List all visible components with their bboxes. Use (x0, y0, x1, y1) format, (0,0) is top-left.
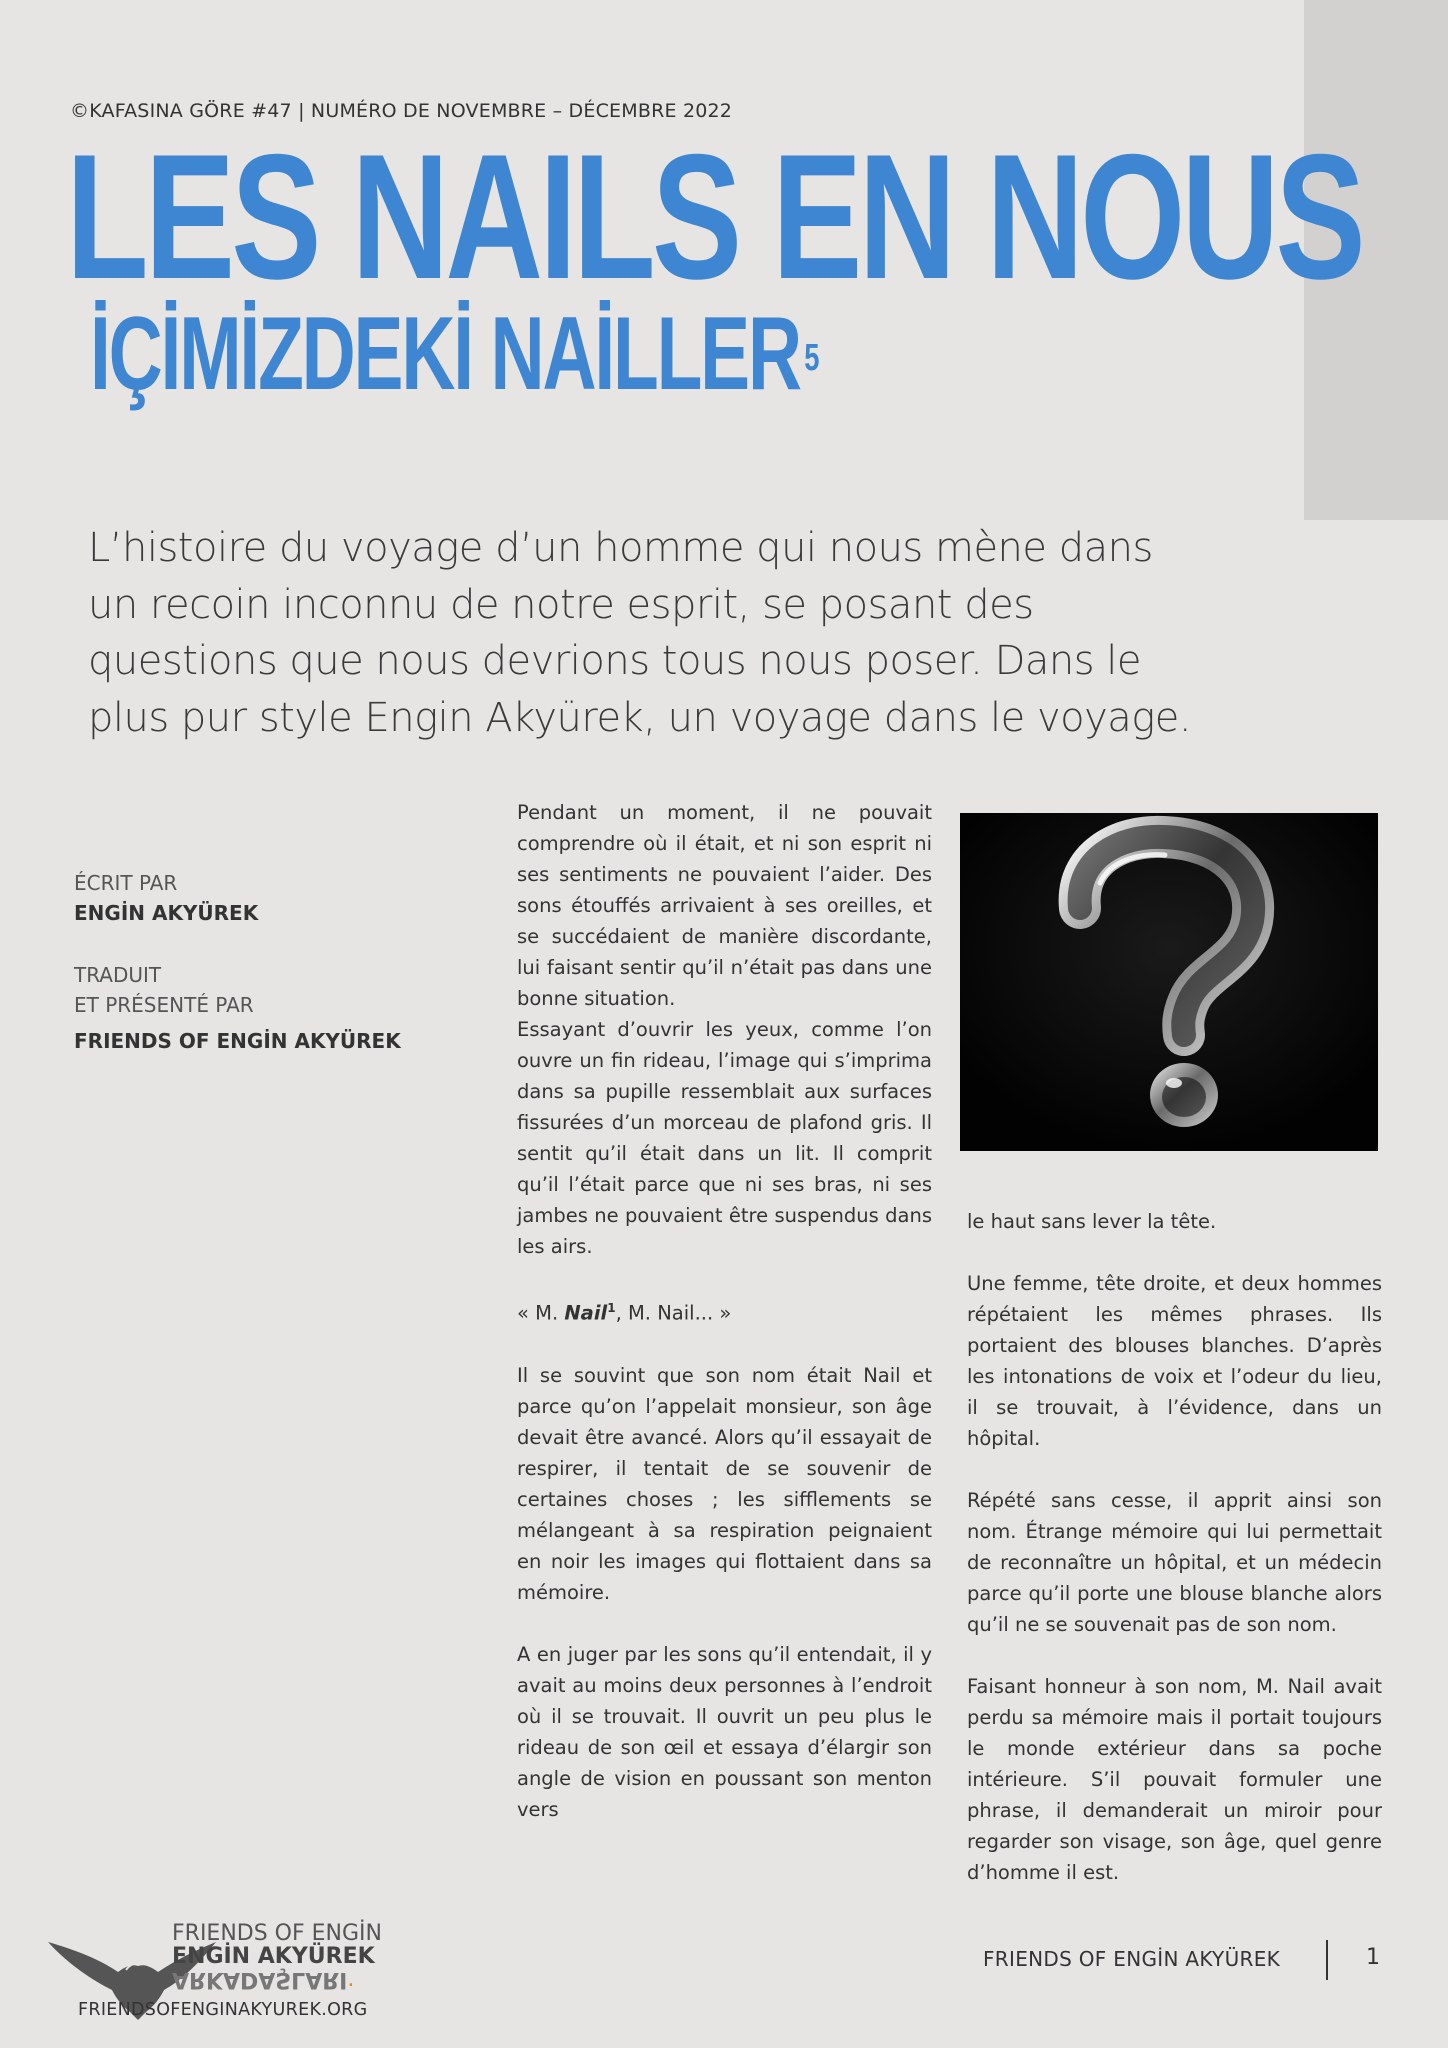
page-number: 1 (1366, 1945, 1380, 1970)
quote-line (517, 1293, 932, 1329)
body-paragraph: Faisant honneur à son nom, M. Nail avait perdu sa mémoire mais il portait toujours le monde extérieur dans sa poche intérieure. S’il pouvait formuler une phrase, il demanderait un miroir pour regarder son visage, son âge, quel genre d’homme il est. (967, 1675, 1382, 1884)
title-footnote-ref: 5 (804, 337, 820, 379)
body-paragraph: Répété sans cesse, il apprit ainsi son nom. Étrange mémoire qui lui permettait de reconnaître un hôpital, et un médecin parce qu’il porte une blouse blanche alors qu’il ne se souvenait pas de son nom. (967, 1489, 1382, 1636)
translated-label: TRADUIT (74, 963, 162, 987)
title-french: LES NAILS EN NOUS (66, 117, 1362, 316)
author-name: ENGİN AKYÜREK (74, 901, 259, 925)
logo-line-2: ENGİN AKYÜREK (172, 1944, 375, 1969)
written-by-label: ÉCRIT PAR (74, 871, 178, 895)
body-paragraph: Essayant d’ouvrir les yeux, comme l’on ouvre un fin rideau, l’image qui s’imprima dans sa pupille ressemblait aux surfaces fissurées d’un morceau de plafond gris. Il sentit qu’il était dans un lit. Il comprit qu’il l’était parce que ni ses bras, ni ses jambes ne pouvaient être suspendus dans les airs. (517, 1018, 932, 1258)
credits (74, 868, 401, 1056)
body-paragraph: Pendant un moment, il ne pouvait comprendre où il était, et ni son esprit ni ses sentiments ne pouvaient l’aider. Des sons étouffés arrivaient à ses oreilles, et se succédaient de manière discordante, lui faisant sentir qu’il n’était pas dans une bonne situation. (517, 801, 932, 1010)
website-url: FRIENDSOFENGINAKYUREK.ORG (78, 2000, 368, 2020)
logo-line-1: FRIENDS OF ENGİN (172, 1921, 382, 1946)
body-paragraph: Une femme, tête droite, et deux hommes répétaient les mêmes phrases. Ils portaient des blouses blanches. D’après les intonations de voix et l’odeur du lieu, il se trouvait, à l’évidence, dans un hôpital. (967, 1272, 1382, 1450)
footnote-ref: 1 (607, 1301, 616, 1315)
presented-by-label: ET PRÉSENTÉ PAR (74, 993, 254, 1017)
body-column-2 (967, 1206, 1382, 1888)
question-mark-image (960, 813, 1378, 1151)
logo-line-3: ARKADAŞLARI (172, 1967, 348, 1992)
body-paragraph: Il se souvint que son nom était Nail et parce qu’on l’appelait monsieur, son âge devait être avancé. Alors qu’il essayait de respirer, il tentait de se souvenir de certaines choses ; les sifflements se mélangeant à sa respiration peignaient en noir les images qui flottaient dans sa mémoire. (517, 1363, 932, 1604)
title-turkish-text: İÇİMİZDEKİ NAİLLER (90, 296, 800, 412)
title-turkish (90, 298, 819, 410)
translator-name: FRIENDS OF ENGİN AKYÜREK (74, 1029, 401, 1053)
issue-header: ©KAFASINA GÖRE #47 | NUMÉRO DE NOVEMBRE – DÉCEMBRE 2022 (70, 100, 733, 122)
footer-divider (1326, 1940, 1328, 1980)
lead-paragraph: L’histoire du voyage d’un homme qui nous mène dans un recoin inconnu de notre esprit, se posant des questions que nous devrions tous nous poser. Dans le plus pur style Engin Akyürek, un voyage dans le voyage. (88, 525, 1192, 741)
body-paragraph: le haut sans lever la tête. (967, 1210, 1217, 1233)
body-column-1 (517, 797, 932, 1825)
quote-name: Nail (564, 1301, 608, 1325)
quote-open: « M. (517, 1301, 565, 1325)
body-paragraph: A en juger par les sons qu’il entendait, il y avait au moins deux personnes à l’endroit où il se trouvait. Il ouvrit un peu plus le rideau de son œil et essaya d’élargir son angle de vision en poussant son menton vers (517, 1642, 932, 1821)
question-mark-icon (960, 813, 1378, 1151)
quote-close: , M. Nail... » (615, 1301, 732, 1325)
logo-dot: . (347, 1967, 355, 1992)
footer-name: FRIENDS OF ENGİN AKYÜREK (983, 1947, 1281, 1971)
logo-wordmark (172, 1922, 382, 1991)
